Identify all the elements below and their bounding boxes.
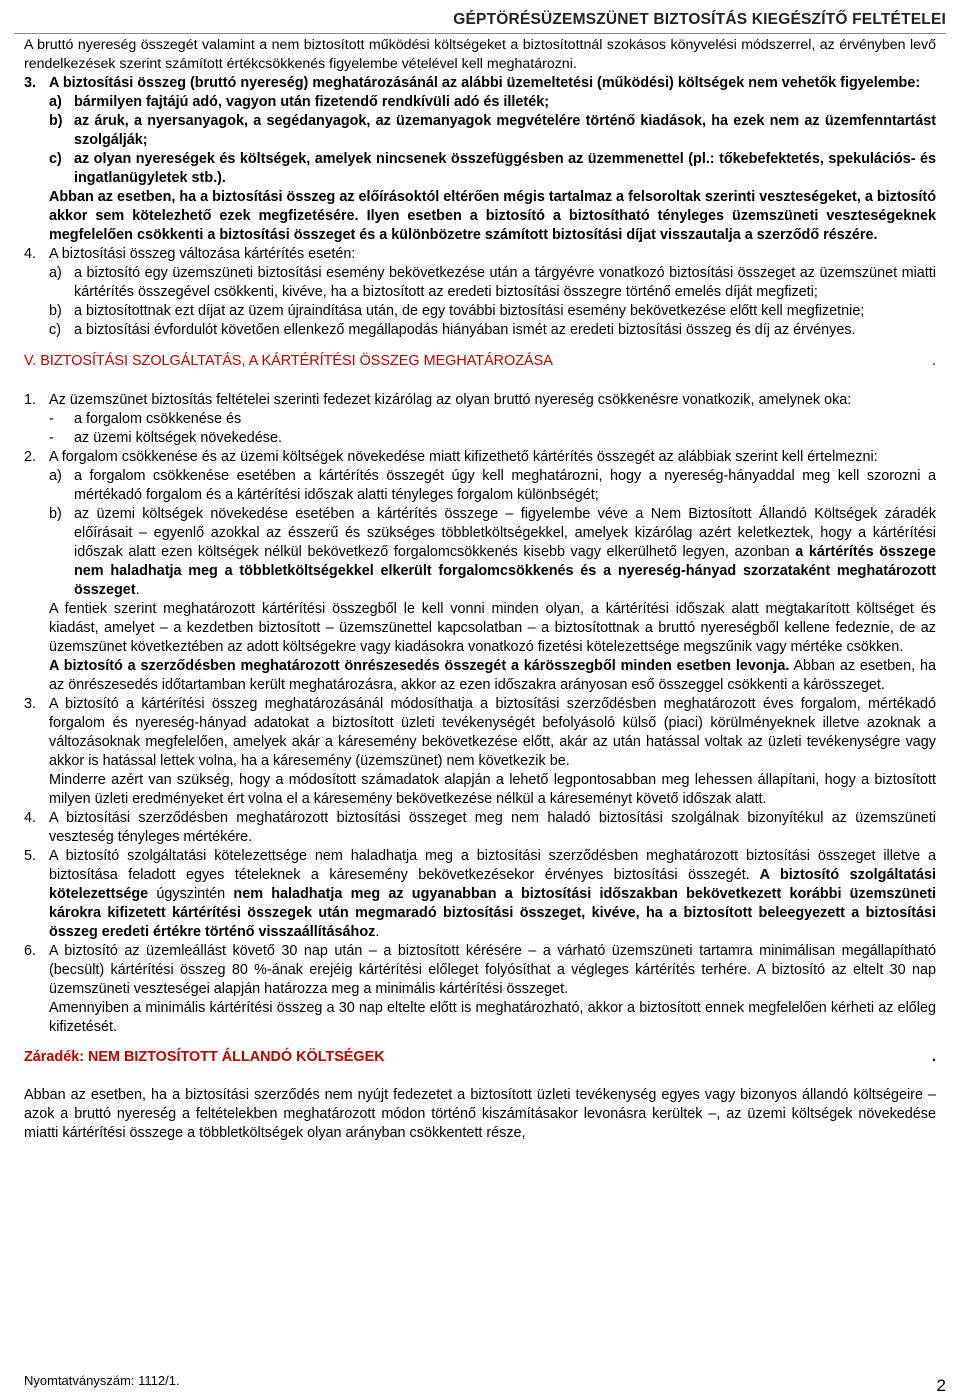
section-5-item-3: 3. A biztosító a kártérítési összeg meghatározásánál módosíthatja a biztosítási szerződésben meghatározott éves forgalom, mértékadó forgalom és nyereség-hányad adatokat a biztosított üzleti tevékenységét befolyásoló külső (piaci) körülményeknek illetve azoknak a változásoknak megfelelően, amelyek akár a káresemény bekövetkezése előtt, akár az után hatással voltak az üzleti tevékenységre vagy akkor is hatással lettek volna, ha a káresemény (üzemszünet) nem következik be. Minderre azért van szükség, hogy a módosított számadatok alapján a lehető legpontosabban meg lehessen állapítani, hogy a biztosított milyen üzleti eredményeket ért volna el a káresemény bekövetkezése nélkül a káreseményt követő időszak alatt.	[24, 696, 936, 807]
item-4-c: c) a biztosítási évfordulót követően ellenkező megállapodás hiányában ismét az eredeti biztosítási összeg és díj az érvényes.	[49, 322, 856, 338]
item-number: 3.	[24, 75, 37, 91]
section-5-item-2: 2. A forgalom csökkenése és az üzemi költségek növekedése miatt kifizethető kártérítés összegét az alábbiak szerint kell értelmezni: a) a forgalom csökkenése esetében a kártérítés összegét úgy kell meghatározni, hogy a nyereség-hányaddal meg kell szorozni a mértékadó forgalom és a kártérítési időszak alatti tényleges forgalom különbségét; b) az üzemi költségek növekedése esetében a kártérítés összege – figyelembe véve a Nem Biztosított Állandó Költségek záradék előírásait – egyenlő azokkal az ésszerű és szükséges többletköltségekkel, amelyek kizárólag azért keletkeztek, hogy a kártérítési időszak alatt ezen költségek nélkül bekövetkező forgalomcsökkenés kisebb vagy elkerülhető legyen, azonban a kártérítés összege nem haladhatja meg a többletköltségekkel elkerült forgalomcsökkenés és a nyereség-hányad szorzataként meghatározott összeget. A fentiek szerint meghatározott kártérítési összegből le kell vonni minden olyan, a kártérítési időszak alatt megtakarított költséget és kiadást, amelyet – a kezdetben biztosított – üzemszünettel kapcsolatban – a biztosítottnak a bruttó nyereségből kellene fedeznie, de az üzemszünet következtében az adott költségekre vagy kiadásokra vonatkozó fizetési kötelezettsége megszűnik vagy mértéke csökken. A biztosító a szerződésben meghatározott önrészesedés összegét a kárösszegből minden esetben levonja. Abban az esetben, ha az önrészesedés időtartamban került meghatározásra, akkor az ezen időszakra arányosan eső összeggel csökkenti a kárösszeget.	[24, 449, 937, 693]
item-4-a: a) a biztosító egy üzemszüneti biztosítási esemény bekövetkezése után a tárgyévre vonatkozó biztosítási összeget az üzemszünet miatti kártérítés összegével csökkenti, kivéve, ha a biztosított az eredeti biztosítási összegre történő emelés díját megfizeti;	[49, 265, 936, 300]
item-2-a: a) a forgalom csökkenése esetében a kártérítés összegét úgy kell meghatározni, hogy a nyereség-hányaddal meg kell szorozni a mértékadó forgalom és a kártérítési időszak alatti tényleges forgalom különbségét;	[49, 468, 936, 503]
item-3-lead: A biztosítási összeg (bruttó nyereség) meghatározásánál az alábbi üzemeltetési (működési) költségek nem vehetők figyelembe:	[49, 75, 921, 91]
item-3-a: a) bármilyen fajtájú adó, vagyon után fizetendő rendkívüli adó és illeték;	[49, 94, 549, 110]
section-5-item-6: 6. A biztosító az üzemleállást követő 30 nap után – a biztosított kérésére – a várható üzemszüneti tartamra minimálisan megállapítható (becsült) kártérítési összeg 80 %-ának erejéig kártérítési előleget folyósíthat a végleges kártérítés terhére. A biztosító az eltelt 30 nap üzemszüneti veszteségei alapján határozza meg a minimális kártérítési összeget. Amennyiben a minimális kártérítési összeg a 30 nap eltelte előtt is meghatározható, akkor a biztosított ennek megfelelően kérheti az előleg kifizetését.	[24, 943, 936, 1035]
section-5-item-1: 1. Az üzemszünet biztosítás feltételei szerinti fedezet kizárólag az olyan bruttó nyereség csökkenésre vonatkozik, amelynek oka: - a forgalom csökkenése és - az üzemi költségek növekedése.	[24, 391, 936, 448]
item-3	[24, 74, 936, 245]
item-2-b: b) az üzemi költségek növekedése esetében a kártérítés összege – figyelembe véve a Nem Biztosított Állandó Költségek záradék előírásait – egyenlő azokkal az ésszerű és szükséges többletköltségekkel, amelyek kizárólag azért keletkeztek, hogy a kártérítési időszak alatt ezen költségek nélkül bekövetkező forgalomcsökkenés kisebb vagy elkerülhető legyen, azonban a kártérítés összege nem haladhatja meg a többletköltségekkel elkerült forgalomcsökkenés és a nyereség-hányad szorzataként meghatározott összeget.	[49, 506, 937, 598]
page-number: 2	[936, 1376, 946, 1395]
document-body	[24, 36, 936, 1143]
section-5-item-4: 4. A biztosítási szerződésben meghatározott biztosítási összeget meg nem haladó biztosítási szolgálnak bizonyítékul az üzemszüneti veszteség tényleges mértékére.	[24, 810, 936, 845]
item-2-para-2: A biztosító a szerződésben meghatározott önrészesedés összegét a kárösszegből minden esetben levonja. Abban az esetben, ha az önrészesedés időtartamban került meghatározásra, akkor az ezen időszakra arányosan eső összeggel csökkenti a kárösszeget.	[49, 658, 936, 693]
section-5-item-5: 5. A biztosító szolgáltatási kötelezettsége nem haladhatja meg a biztosítási szerződésben meghatározott biztosítási összeget illetve a biztosítása feladott egyes tételeknek a káresemény bekövetkezésekor érvényes biztosítási összegét. A biztosító szolgáltatási kötelezettsége úgyszintén nem haladhatja meg az ugyanabban a biztosítási időszakban bekövetkezett korábbi üzemszüneti károkra kifizetett kártérítési összegek után megmaradó biztosítási összeget, kivéve, ha a biztosított beleegyezett a biztosítási összeg eredeti értékre történő visszaállításához.	[24, 848, 936, 940]
section-5-title: V. BIZTOSÍTÁSI SZOLGÁLTATÁS, A KÁRTÉRÍTÉSI ÖSSZEG MEGHATÁROZÁSA .	[24, 353, 936, 369]
clause-title: Záradék: NEM BIZTOSÍTOTT ÁLLANDÓ KÖLTSÉGEK .	[24, 1049, 936, 1065]
header-rule	[14, 33, 946, 34]
clause-text: Abban az esetben, ha a biztosítási szerződés nem nyújt fedezetet a biztosított üzleti tevékenység egyes vagy bizonyos állandó költségeire – azok a bruttó nyereség a feltételekben meghatározott módon történő kiszámításakor levonásra kerültek –, az üzemi költségek növekedése miatti kártérítési összege a többletköltségek olyan arányban csökkentett része,	[24, 1087, 936, 1141]
item-4-b: b) a biztosítottnak ezt díjat az üzem újraindítása után, de egy további biztosítási esemény bekövetkezése előtt kell megfizetnie;	[49, 303, 865, 319]
item-4-lead: A biztosítási összeg változása kártérítés esetén:	[49, 246, 356, 262]
intro-paragraph: A bruttó nyereség összegét valamint a nem biztosított működési költségeket a biztosítottnál szokásos könyvelési módszerrel, az érvényben levő rendelkezések szerint számított értékcsökkenés figyelembe vételével kell meghatározni.	[24, 37, 936, 72]
dash-item: - az üzemi költségek növekedése.	[49, 430, 282, 446]
item-3-b: b) az áruk, a nyersanyagok, a segédanyagok, az üzemanyagok megvételére történő kiadások, ha ezek nem az üzemfenntartást szolgálják;	[49, 113, 936, 148]
item-4	[24, 245, 936, 340]
page-header-title: GÉPTÖRÉSÜZEMSZÜNET BIZTOSÍTÁS KIEGÉSZÍTŐ FELTÉTELEI	[453, 11, 946, 28]
dash-item: - a forgalom csökkenése és	[49, 411, 242, 427]
form-number: Nyomtatványszám: 1112/1.	[24, 1373, 180, 1388]
item-3-tail: Abban az esetben, ha a biztosítási összeg az előírásoktól eltérően mégis tartalmaz a felsoroltak szerinti veszteségeket, a biztosító akkor sem kötelezhető ezek megfizetésére. Ilyen esetben a biztosító a biztosítható tényleges üzemszüneti veszteségeknek megfelelően csökkenti a biztosítási összeget és a különbözetre számított biztosítási díjat visszautalja a szerződő részére.	[49, 189, 937, 243]
item-3-c: c) az olyan nyereségek és költségek, amelyek nincsenek összefüggésben az üzemmenettel (pl.: tőkebefektetés, spekulációs- és ingatlanügyletek stb.).	[49, 151, 936, 186]
item-2-para-1: A fentiek szerint meghatározott kártérítési összegből le kell vonni minden olyan, a kártérítési időszak alatt megtakarított költséget és kiadást, amelyet – a kezdetben biztosított – üzemszünettel kapcsolatban – a biztosítottnak a bruttó nyereségből kellene fedeznie, de az üzemszünet következtében az adott költségekre vagy kiadásokra vonatkozó fizetési kötelezettsége megszűnik vagy mértéke csökken.	[49, 601, 936, 655]
item-number: 4.	[24, 246, 37, 262]
